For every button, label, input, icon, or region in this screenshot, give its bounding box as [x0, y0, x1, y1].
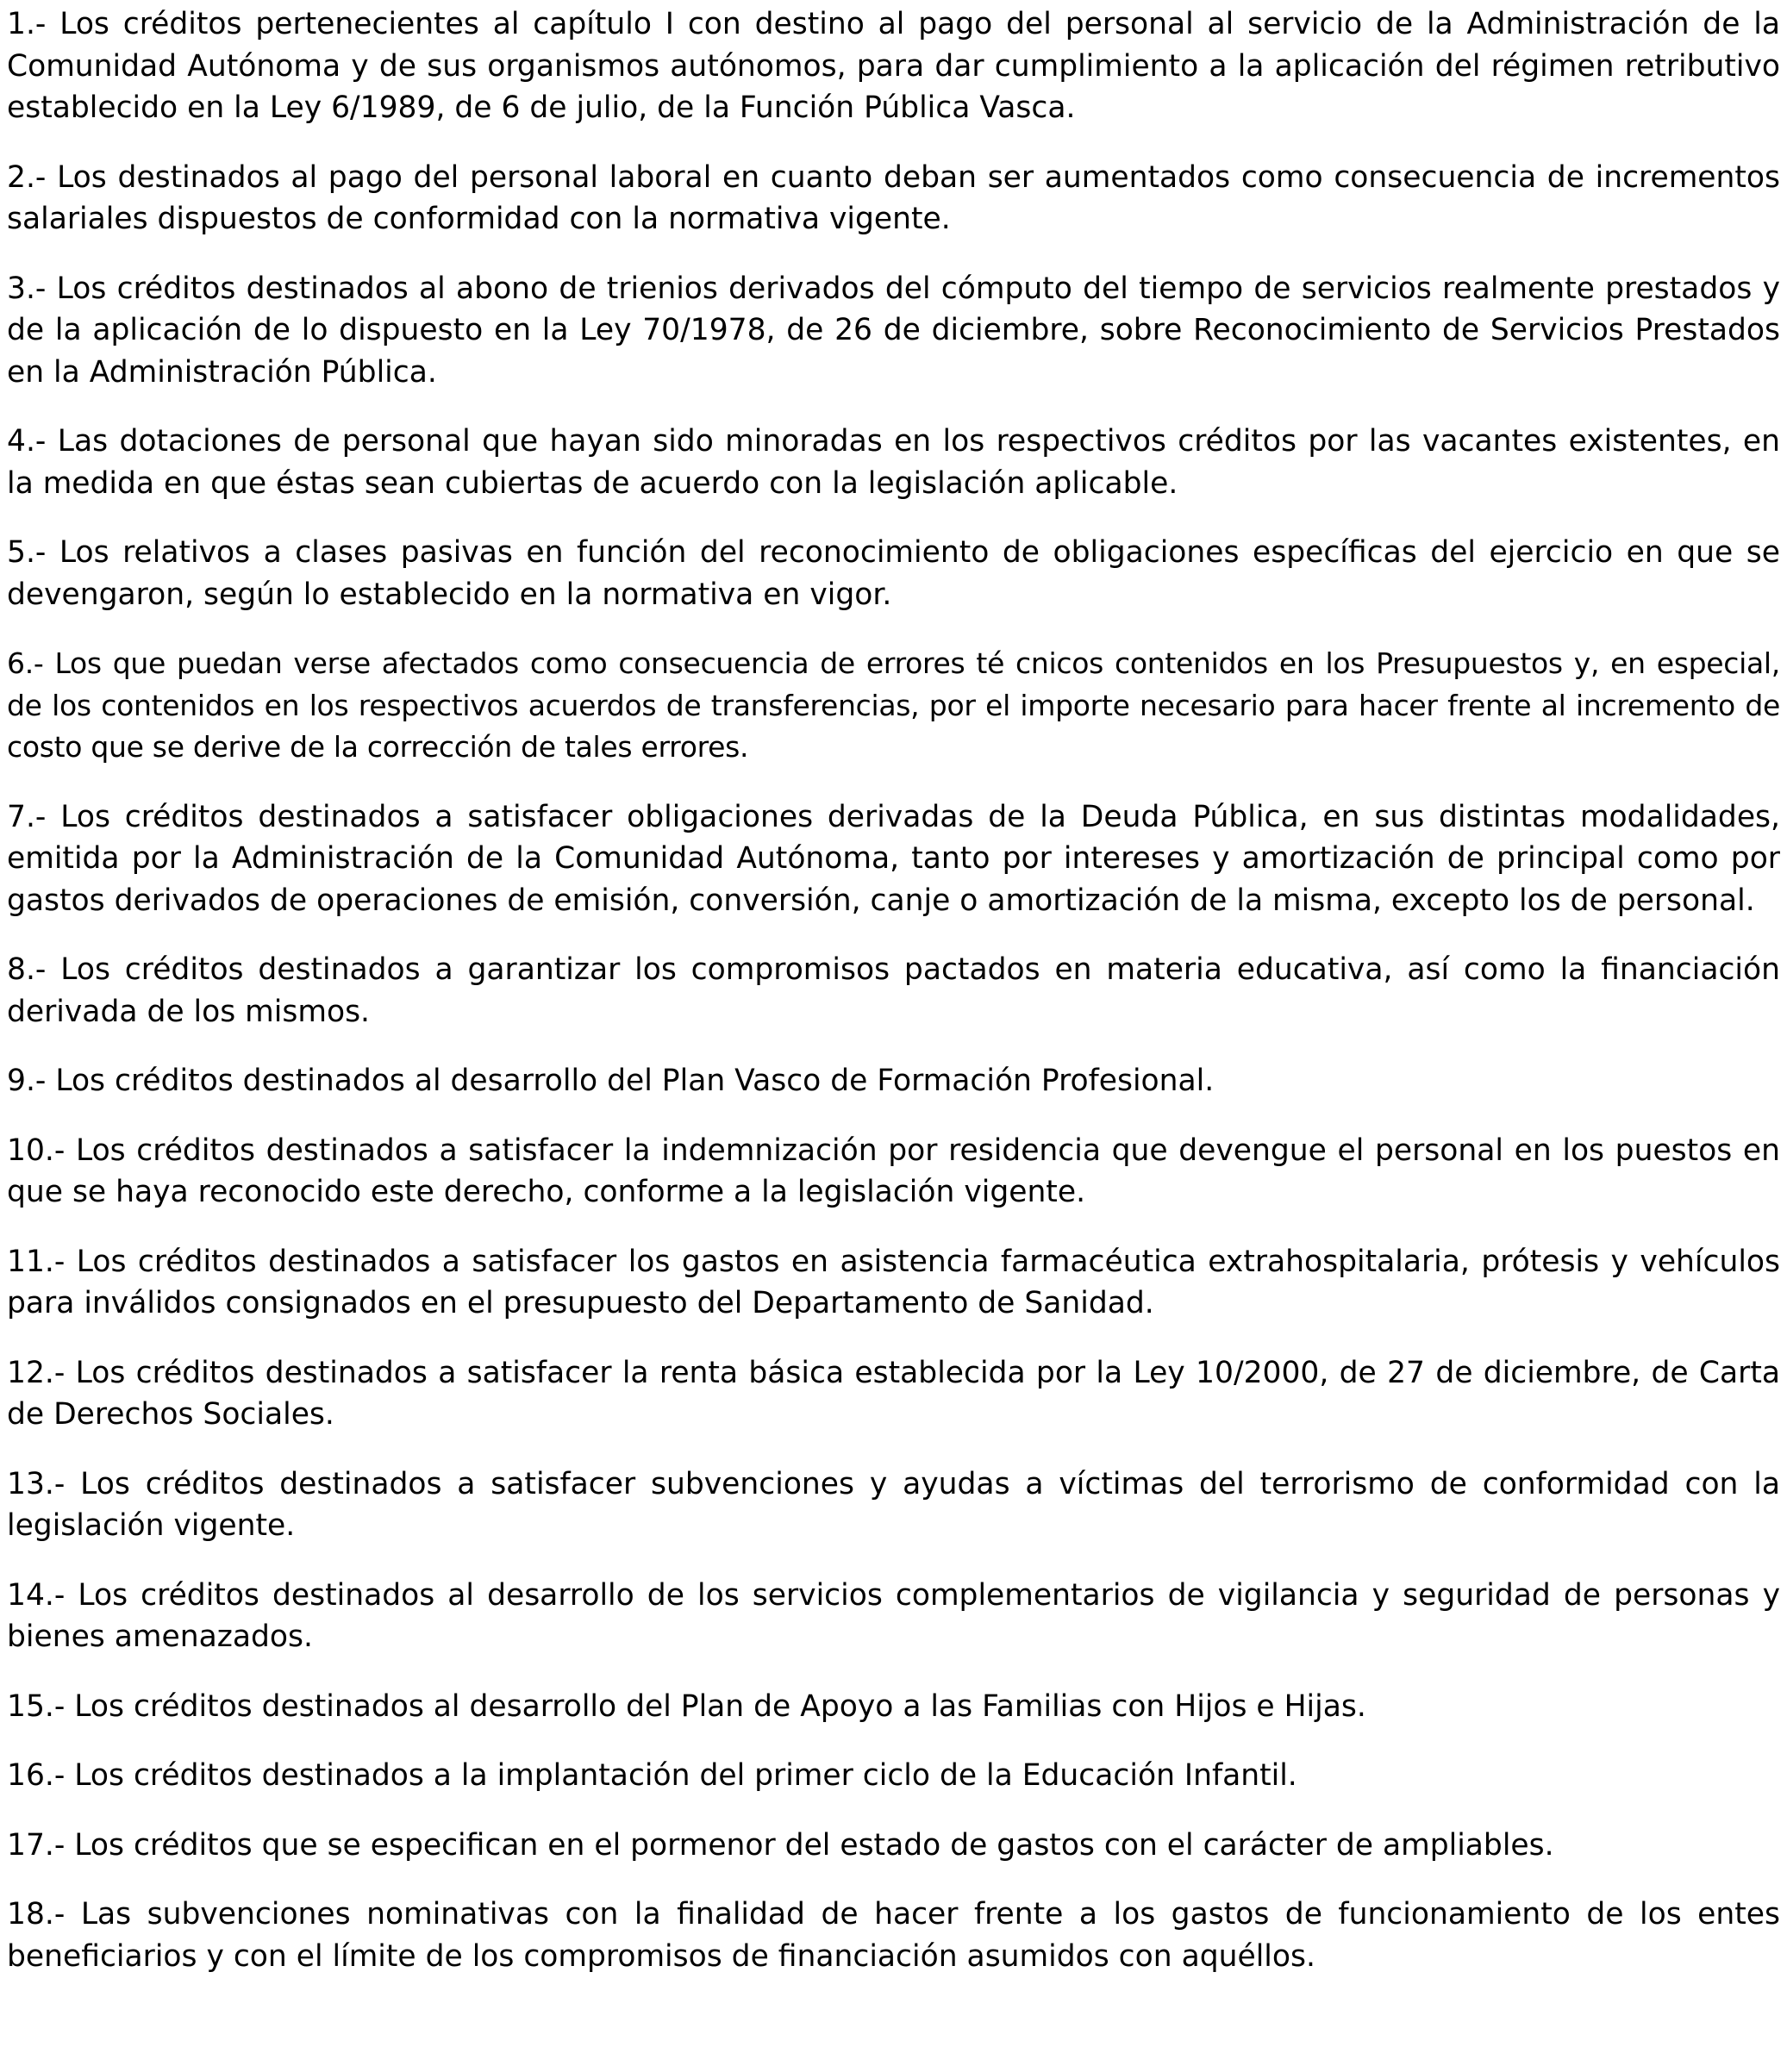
paragraph-9: 9.- Los créditos destinados al desarrollo del Plan Vasco de Formación Profesional. [7, 1064, 1215, 1098]
paragraph-11: 11.- Los créditos destinados a satisfacer los gastos en asistencia farmacéutica extrahospitalaria, prótesis y vehículos para inválidos consignados en el presupuesto del Departamento de Sanidad. [7, 1244, 1780, 1320]
document-body [7, 3, 1780, 1977]
paragraph-13: 13.- Los créditos destinados a satisfacer subvenciones y ayudas a víctimas del terrorismo de conformidad con la legislación vigente. [7, 1466, 1780, 1543]
paragraph-3: 3.- Los créditos destinados al abono de trienios derivados del cómputo del tiempo de servicios realmente prestados y de la aplicación de lo dispuesto en la Ley 70/1978, de 26 de diciembre, sobre Reconocimiento de Servicios Prestados en la Administración Pública. [7, 271, 1780, 390]
paragraph-17: 17.- Los créditos que se especifican en el pormenor del estado de gastos con el carácter de ampliables. [7, 1827, 1554, 1863]
paragraph-6: 6.- Los que puedan verse afectados como consecuencia de errores té cnicos contenidos en los Presupuestos y, en especial, de los contenidos en los respectivos acuerdos de transferencias, por el importe necesario para hacer frente al incremento de costo que se derive de la corrección de tales errores. [7, 646, 1780, 764]
paragraph-8: 8.- Los créditos destinados a garantizar los compromisos pactados en materia educativa, así como la financiación derivada de los mismos. [7, 952, 1780, 1029]
paragraph-1: 1.- Los créditos pertenecientes al capítulo I con destino al pago del personal al servicio de la Administración de la Comunidad Autónoma y de sus organismos autónomos, para dar cumplimiento a la aplicación del régimen retributivo establecido en la Ley 6/1989, de 6 de julio, de la Función Pública Vasca. [7, 7, 1780, 125]
paragraph-10: 10.- Los créditos destinados a satisfacer la indemnización por residencia que devengue el personal en los puestos en que se haya reconocido este derecho, conforme a la legislación vigente. [7, 1133, 1780, 1209]
paragraph-12: 12.- Los créditos destinados a satisfacer la renta básica establecida por la Ley 10/2000, de 27 de diciembre, de Carta de Derechos Sociales. [7, 1355, 1780, 1432]
paragraph-16: 16.- Los créditos destinados a la implantación del primer ciclo de la Educación Infantil. [7, 1758, 1297, 1793]
paragraph-7: 7.- Los créditos destinados a satisfacer obligaciones derivadas de la Deuda Pública, en sus distintas modalidades, emitida por la Administración de la Comunidad Autónoma, tanto por intereses y amortización de principal como por gastos derivados de operaciones de emisión, conversión, canje o amortización de la misma, excepto los de personal. [7, 799, 1780, 918]
paragraph-18: 18.- Las subvenciones nominativas con la finalidad de hacer frente a los gastos de funcionamiento de los entes beneficiarios y con el límite de los compromisos de financiación asumidos con aquéllos. [7, 1897, 1780, 1974]
paragraph-14: 14.- Los créditos destinados al desarrollo de los servicios complementarios de vigilancia y seguridad de personas y bienes amenazados. [7, 1577, 1780, 1654]
paragraph-5: 5.- Los relativos a clases pasivas en función del reconocimiento de obligaciones específicas del ejercicio en que se devengaron, según lo establecido en la normativa en vigor. [7, 535, 1780, 612]
paragraph-15: 15.- Los créditos destinados al desarrollo del Plan de Apoyo a las Familias con Hijos e Hijas. [7, 1688, 1366, 1724]
paragraph-4: 4.- Las dotaciones de personal que hayan sido minoradas en los respectivos créditos por las vacantes existentes, en la medida en que éstas sean cubiertas de acuerdo con la legislación aplicable. [7, 424, 1780, 501]
paragraph-2: 2.- Los destinados al pago del personal laboral en cuanto deban ser aumentados como consecuencia de incrementos salariales dispuestos de conformidad con la normativa vigente. [7, 159, 1780, 236]
